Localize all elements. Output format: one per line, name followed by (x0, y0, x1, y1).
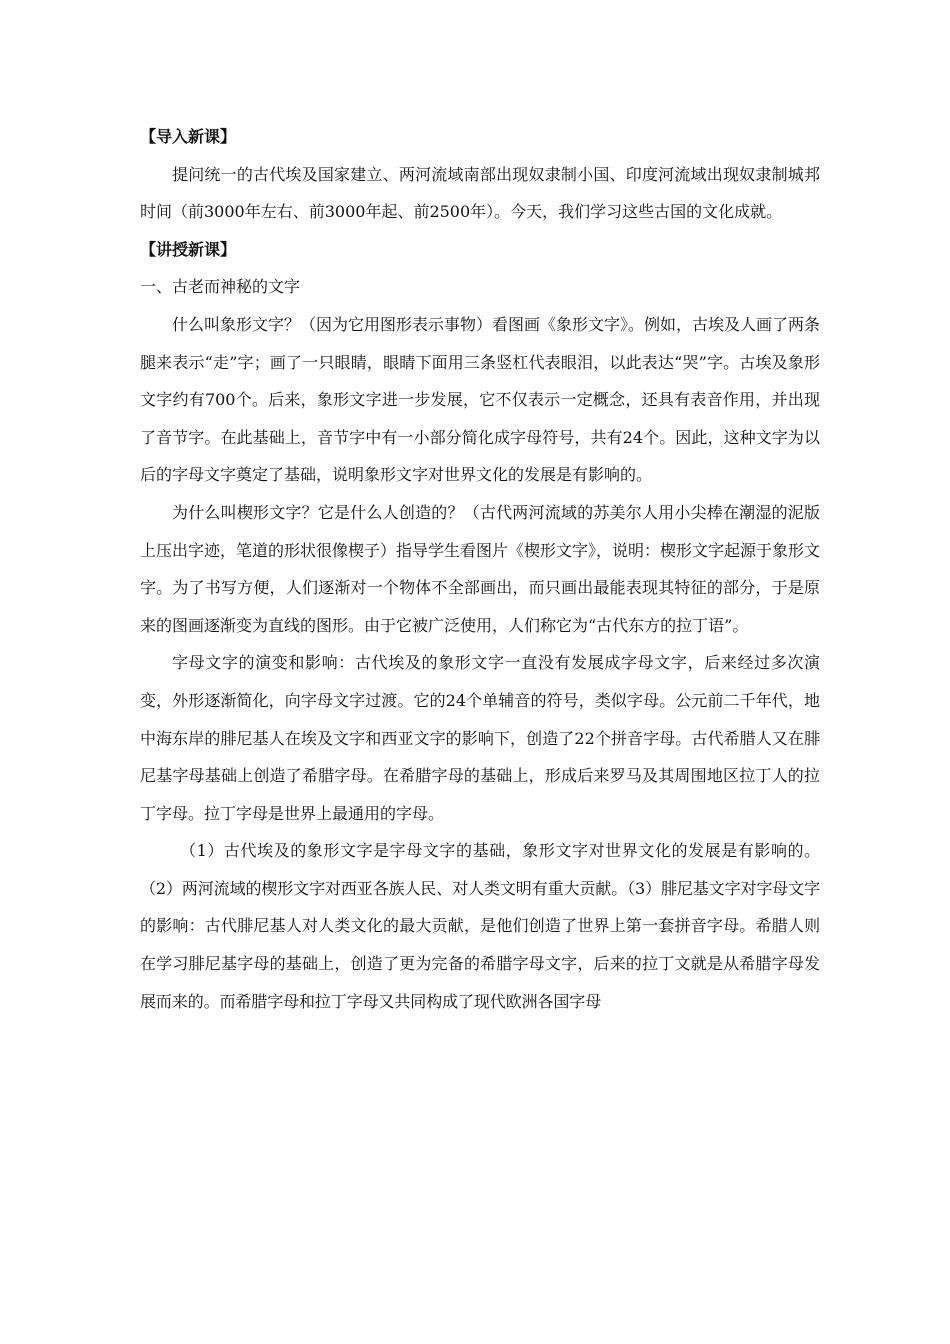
paragraph-cuneiform: 为什么叫楔形文字？它是什么人创造的？（古代两河流域的苏美尔人用小尖棒在潮湿的泥版上压出字迹，笔道的形状很像楔子）指导学生看图片《楔形文字》，说明：楔形文字起源于象形文字。为了书写方便，人们逐渐对一个物体不全部画出，而只画出最能表现其特征的部分，于是原来的图画逐渐变为直线的图形。由于它被广泛使用，人们称它为“古代东方的拉丁语”。 (140, 502, 821, 635)
document-page (140, 118, 820, 1020)
paragraph-pictographs: 什么叫象形文字？（因为它用图形表示事物）看图画《象形文字》。例如，古埃及人画了两条腿来表示“走”字；画了一只眼睛，眼睛下面用三条竖杠代表眼泪，以此表达“哭”字。古埃及象形文字约有700个。后来，象形文字进一步发展，它不仅表示一定概念，还具有表音作用，并出现了音节字。在此基础上，音节字中有一小部分简化成字母符号，共有24个。因此，这种文字为以后的字母文字奠定了基础，说明象形文字对世界文化的发展是有影响的。 (140, 314, 821, 485)
section-title: 一、古老而神秘的文字 (140, 277, 301, 297)
summary-paragraph: （1）古代埃及的象形文字是字母文字的基础，象形文字对世界文化的发展是有影响的。（2）两河流域的楔形文字对西亚各族人民、对人类文明有重大贡献。（3）腓尼基文字对字母文字的影响：古代腓尼基人对人类文化的最大贡献，是他们创造了世界上第一套拼音字母。希腊人则在学习腓尼基字母的基础上，创造了更为完备的希腊字母文字，后来的拉丁文就是从希腊字母发展而来的。而希腊字母和拉丁字母又共同构成了现代欧洲各国字母 (140, 841, 820, 1011)
paragraph-alphabet: 字母文字的演变和影响：古代埃及的象形文字一直没有发展成字母文字，后来经过多次演变，外形逐渐简化，向字母文字过渡。它的24个单辅音的符号，类似字母。公元前二千年代，地中海东岸的腓尼基人在埃及文字和西亚文字的影响下，创造了22个拼音字母。古代希腊人又在腓尼基字母基础上创造了希腊字母。在希腊字母的基础上，形成后来罗马及其周围地区拉丁人的拉丁字母。拉丁字母是世界上最通用的字母。 (140, 653, 820, 823)
intro-paragraph: 提问统一的古代埃及国家建立、两河流域南部出现奴隶制小国、印度河流域出现奴隶制城邦时间（前3000年左右、前3000年起、前2500年）。今天，我们学习这些古国的文化成就。 (140, 164, 820, 222)
lecture-heading: 【讲授新课】 (140, 239, 237, 259)
intro-heading: 【导入新课】 (140, 127, 237, 146)
